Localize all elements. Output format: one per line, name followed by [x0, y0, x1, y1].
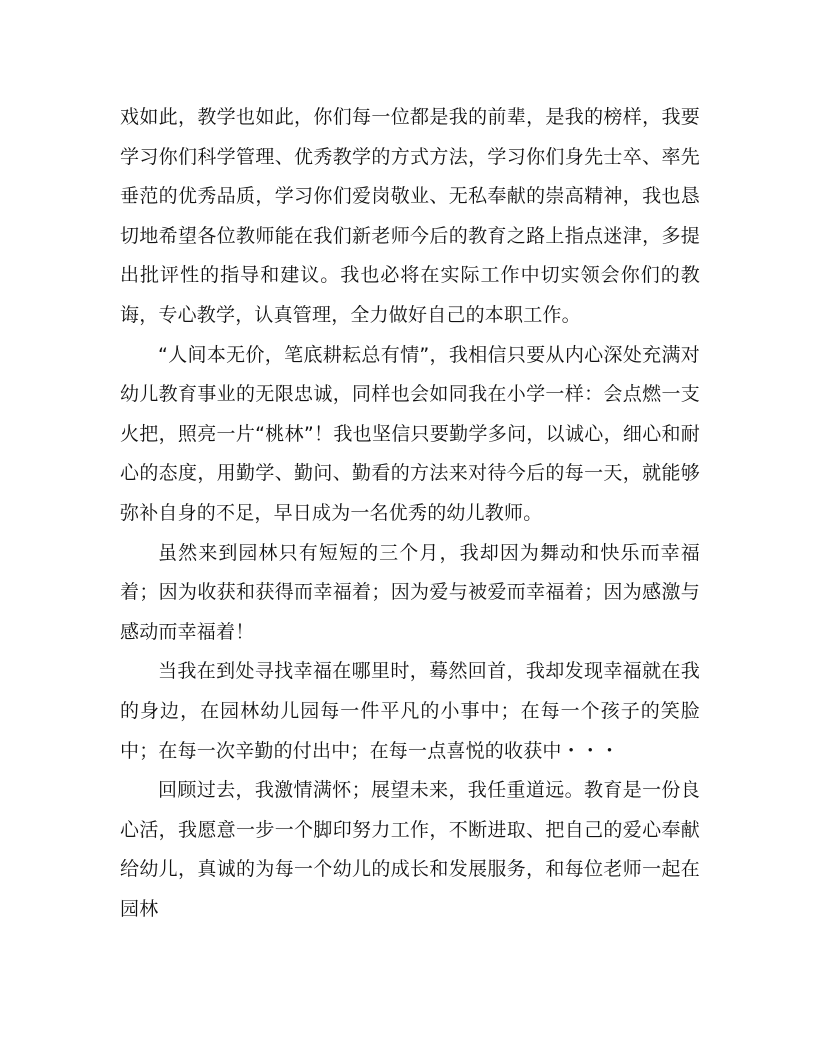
paragraph-continuation: 戏如此，教学也如此，你们每一位都是我的前辈，是我的榜样，我要学习你们科学管理、优秀教学的方式方法，学习你们身先士卒、率先垂范的优秀品质，学习你们爱岗敬业、无私奉献的崇高精神，我也恳切地希望各位教师能在我们新老师今后的教育之路上指点迷津，多提出批评性的指导和建议。我也必将在实际工作中切实领会你们的教诲，专心教学，认真管理，全力做好自己的本职工作。: [120, 106, 700, 326]
paragraph: 虽然来到园林只有短短的三个月，我却因为舞动和快乐而幸福着；因为收获和获得而幸福着；因为爱与被爱而幸福着；因为感激与感动而幸福着！: [120, 541, 700, 643]
paragraph: 当我在到处寻找幸福在哪里时，蓦然回首，我却发现幸福就在我的身边，在园林幼儿园每一件平凡的小事中；在每一个孩子的笑脸中；在每一次辛勤的付出中；在每一点喜悦的收获中・・・: [120, 660, 700, 762]
paragraph: 回顾过去，我激情满怀；展望未来，我任重道远。教育是一份良心活，我愿意一步一个脚印努力工作，不断进取、把自己的爱心奉献给幼儿，真诚的为每一个幼儿的成长和发展服务，和每位老师一起在园林: [120, 779, 700, 920]
document-body: [120, 98, 700, 929]
paragraph: “人间本无价，笔底耕耘总有情”，我相信只要从内心深处充满对幼儿教育事业的无限忠诚，同样也会如同我在小学一样：会点燃一支火把，照亮一片“桃林”！我也坚信只要勤学多问，以诚心，细心和耐心的态度，用勤学、勤问、勤看的方法来对待今后的每一天，就能够弥补自身的不足，早日成为一名优秀的幼儿教师。: [120, 343, 700, 524]
